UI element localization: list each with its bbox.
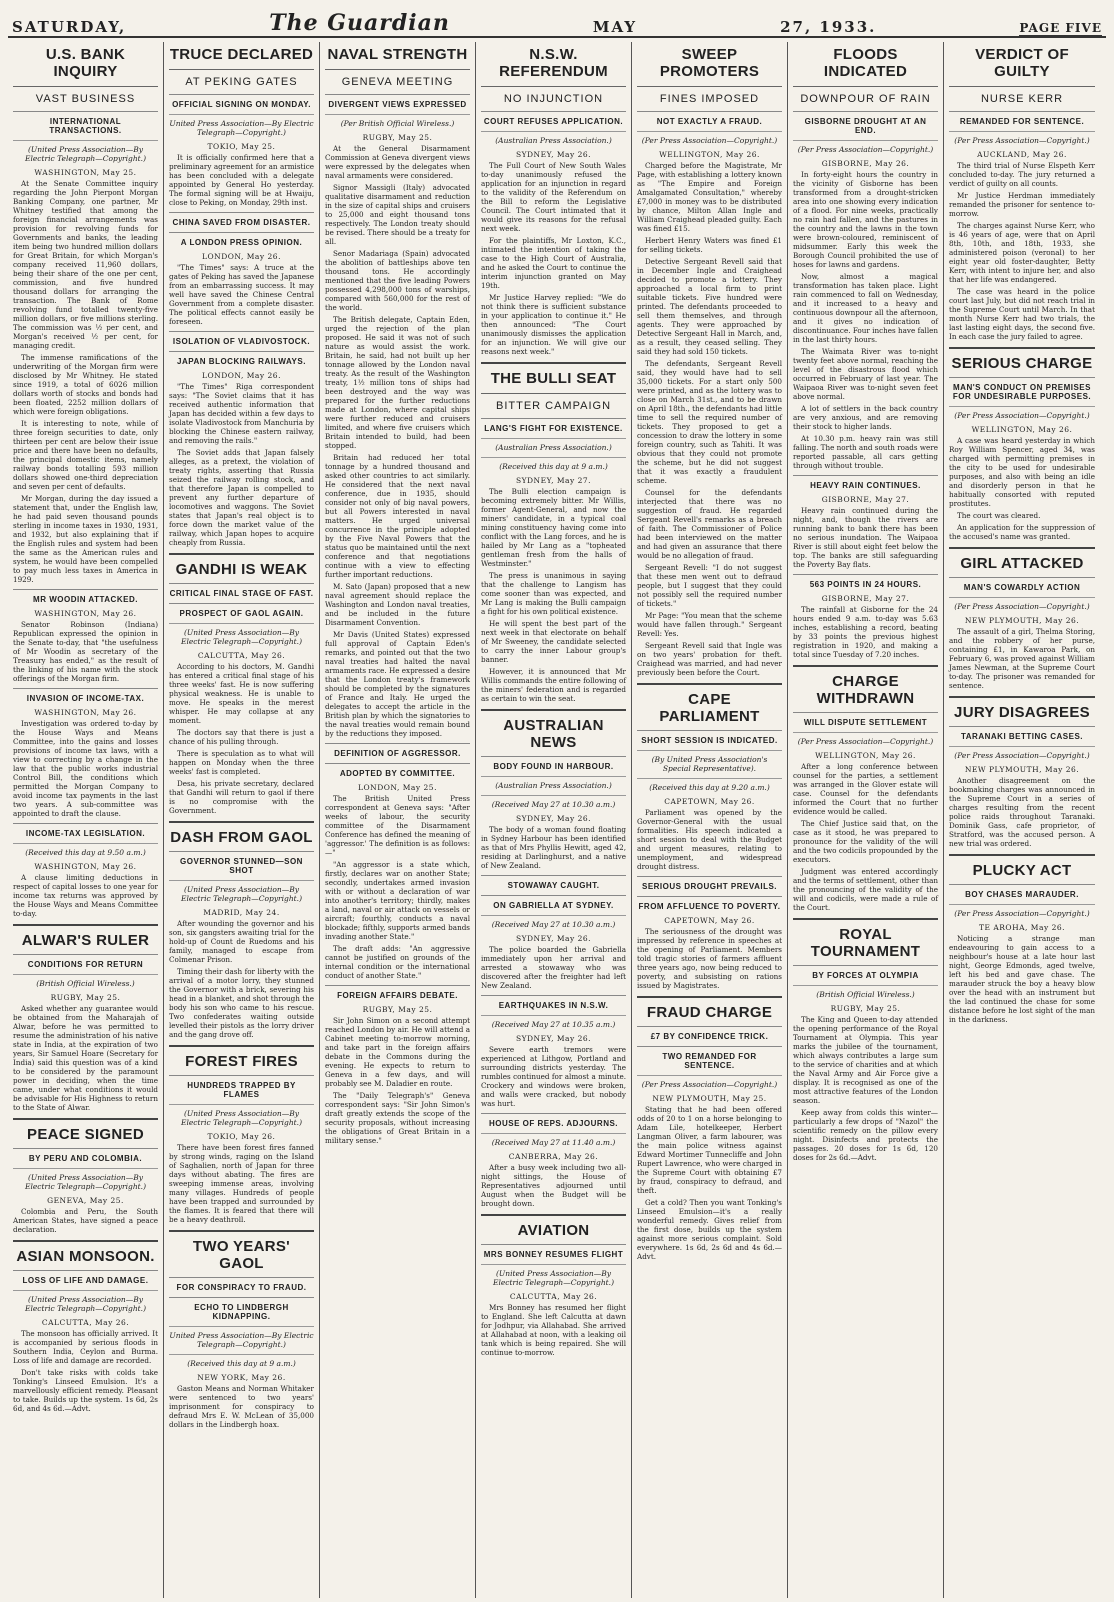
masthead-date: 27, 1933. bbox=[780, 18, 877, 36]
article-source: United Press Association—By Electric Telegraph—Copyright.) bbox=[169, 1326, 314, 1349]
article-paragraph: The press is unanimous in saying that the challenge to Langism has come sooner than was expected, and Mr Lang is making the Bulli campaign a fight for his own political existence. bbox=[481, 571, 626, 616]
column-rule bbox=[13, 1118, 158, 1120]
article-headline: ASIAN MONSOON. bbox=[16, 1248, 155, 1265]
column-rule bbox=[949, 696, 1095, 698]
article-kicker: DIVERGENT VIEWS EXPRESSED bbox=[325, 94, 470, 109]
article-paragraph: Mr Morgan, during the day issued a statement that, under the English law, he had paid seven thousand pounds sterling in income taxes in 1930, 1931, and 1932, but also explaining that if the English rules and system had been the same as the American rules and system, he would have been compelled to pay much less taxes in America in 1929. bbox=[13, 494, 158, 584]
article-headline: VERDICT OF GUILTY bbox=[975, 46, 1069, 80]
article-kicker: HOUSE OF REPS. ADJOURNS. bbox=[481, 1113, 626, 1128]
article-paragraph: The case was heard in the police court last July, but did not reach trial in the Supreme Court until March. In that month Nurse Kerr had two trials, the last lasting eight days, the second five. In each case the jury failed to agree. bbox=[949, 287, 1095, 341]
article-dateline: CALCUTTA, May 26. bbox=[197, 651, 286, 660]
article-paragraph: Mr Page: "You mean that the scheme would have fallen through." Sergeant Revell: Yes. bbox=[637, 611, 782, 638]
article-source: (Received this day at 9 a.m.) bbox=[481, 457, 626, 471]
article-paragraph: Senor Madariaga (Spain) advocated the abolition of battleships above ten thousand tons. He accordingly mentioned that the five leading Powers possessed 4,298,000 tons of warships, compared with 560,000 for the rest of the world. bbox=[325, 249, 470, 312]
article-paragraph: The seriousness of the drought was impressed by reference in speeches at the opening of Parliament. Members told tragic stories of farmers affluent three years ago, now being reduced to poverty, and subsisting on rations issued by Magistrates. bbox=[637, 927, 782, 990]
article-paragraph: Judgment was entered accordingly and the terms of settlement, other than the pronouncing of the validity of the will and codicils, were made a rule of the Court. bbox=[793, 867, 938, 912]
article-paragraph: A clause limiting deductions in respect of capital losses to one year for income tax returns was approved by the House Ways and Means Committee to-day. bbox=[13, 873, 158, 918]
article-dateline: GISBORNE, May 27. bbox=[821, 594, 910, 603]
article-source: (Received May 27 at 11.40 a.m.) bbox=[481, 1133, 626, 1147]
column-rule bbox=[949, 347, 1095, 349]
article-kicker: ECHO TO LINDBERGH KIDNAPPING. bbox=[169, 1297, 314, 1321]
article-headline: CHARGE WITHDRAWN bbox=[816, 673, 915, 707]
article-headline: AUSTRALIAN NEWS bbox=[503, 717, 604, 751]
article-paragraph: At the General Disarmament Commission at Geneva divergent views were expressed by the delegates when naval armaments were considered. bbox=[325, 144, 470, 180]
article-kicker: BOY CHASES MARAUDER. bbox=[949, 884, 1095, 899]
article-paragraph: A case was heard yesterday in which Roy William Spencer, aged 34, was charged with permitting premises in the city to be used for undesirable purposes, and also with being an idle and disorderly person in that he habitually consorted with reputed prostitutes. bbox=[949, 436, 1095, 508]
article-kicker: TWO REMANDED FOR SENTENCE. bbox=[637, 1046, 782, 1070]
article-source: (United Press Association—By Electric Telegraph—Copyright.) bbox=[169, 880, 314, 903]
column-6 bbox=[788, 42, 944, 1598]
article-paragraph: Signor Massigli (Italy) advocated qualitative disarmament and reduction in the size of capital ships and cruisers to 25,000 and eight thousand tons respectively. The London treaty should be revised. There should be a treaty for all. bbox=[325, 183, 470, 246]
article-kicker: ISOLATION OF VLADIVOSTOCK. bbox=[169, 331, 314, 346]
article-kicker: MAN'S COWARDLY ACTION bbox=[949, 577, 1095, 592]
article-kicker: HEAVY RAIN CONTINUES. bbox=[793, 475, 938, 490]
column-rule bbox=[169, 821, 314, 823]
article-paragraph: Herbert Henry Waters was fined £1 for selling tickets. bbox=[637, 236, 782, 254]
column-rule bbox=[481, 709, 626, 711]
column-rule bbox=[637, 683, 782, 685]
article-dateline: GENEVA, May 25. bbox=[47, 1196, 124, 1205]
article-subheading: VAST BUSINESS bbox=[13, 86, 158, 105]
article-headline: JURY DISAGREES bbox=[954, 704, 1090, 721]
article-paragraph: The British delegate, Captain Eden, urged the rejection of the plan proposed. He said it was not of such nature as would assist the work. Britain, he said, had not built up her tonnage allowed by the London naval treaty. As the result of the Washington treaty, 1½ million tons of ships had been destroyed and the way was prepared for the further reductions made at London, where capital ships were further reduced and cruisers limited, and where five cruisers which Britain intended to build, had been stopped. bbox=[325, 315, 470, 450]
article-paragraph: The defendants, Sergeant Revell said, they would have had to sell 35,000 tickets. For a start only 500 were printed, and as the lottery was to close on March 31st., and to be drawn on April 18th., the defendants had little time to sell the required number of tickets. They proposed to get a concession to draw the lottery in some foreign country, such as Tahiti. It was obvious that they could not promote the scheme, but he did not suggest that it was exactly a fraudulent scheme. bbox=[637, 359, 782, 485]
article-paragraph: The police boarded the Gabriella immediately upon her arrival and arrested a stowaway who was discovered after the freighter had left New Zealand. bbox=[481, 945, 626, 990]
columns bbox=[8, 42, 1106, 1598]
article-headline: THE BULLI SEAT bbox=[490, 370, 617, 387]
article-kicker: A LONDON PRESS OPINION. bbox=[169, 232, 314, 247]
article-paragraph: Severe earth tremors were experienced at Lithgow, Portland and surrounding districts yesterday. The rumbles continued for almost a minute. Crockery and windows were broken, and walls were cracked, but nobody was hurt. bbox=[481, 1045, 626, 1108]
column-rule bbox=[949, 854, 1095, 856]
column-rule bbox=[13, 924, 158, 926]
article-headline: FOREST FIRES bbox=[185, 1053, 298, 1070]
article-dateline: SYDNEY, May 26. bbox=[515, 1034, 592, 1043]
article-paragraph: The immense ramifications of the underwriting of the Morgan firm were disclosed by Mr Whitney. He stated since 1919, a total of 6026 million dollars worth of stocks and bonds had been floated, 2252 million dollars of which were foreign obligations. bbox=[13, 353, 158, 416]
article-dateline: WELLINGTON, May 26. bbox=[659, 150, 760, 159]
article-paragraph: The British United Press correspondent at Geneva says: "After weeks of labour, the security committee of the Disarmament Conference has defined the meaning of 'aggressor.' The definition is as follows:—" bbox=[325, 794, 470, 857]
article-kicker: CRITICAL FINAL STAGE OF FAST. bbox=[169, 583, 314, 598]
article-paragraph: Parliament was opened by the Governor-General with the usual formalities. His speech indicated a short session to deal with the Budget and urgent measures, relating to unemployment, and widespread drought distress. bbox=[637, 808, 782, 871]
article-source: (Received this day at 9 a.m.) bbox=[169, 1354, 314, 1368]
article-paragraph: Sergeant Revell: "I do not suggest that these men went out to defraud people, but I suggest that they could not possibly sell the required number of tickets." bbox=[637, 563, 782, 608]
article-kicker: LOSS OF LIFE AND DAMAGE. bbox=[13, 1270, 158, 1285]
article-kicker: REMANDED FOR SENTENCE. bbox=[949, 111, 1095, 126]
article-paragraph: An application for the suppression of the accused's name was granted. bbox=[949, 523, 1095, 541]
article-paragraph: At the Senate Committee inquiry regarding the John Pierpont Morgan Banking Company, one partner, Mr Whitney testified that among the foreign financial arrangements was provision for revolving funds for Governments and banks, the leading item being two hundred million dollars for Great Britain, for which Morgan's company received 11,960 dollars, being their share of the one per cent, commission, and five hundred thousand dollars for arranging the transaction. The Bank of Rome revolving fund totalled twenty-five million dollars, or five millions sterling. The commission was ½ per cent, and Morgan's received ½ per cent, for managing credit. bbox=[13, 179, 158, 350]
article-source: (Received May 27 at 10.30 a.m.) bbox=[481, 915, 626, 929]
article-dateline: LONDON, May 26. bbox=[202, 252, 281, 261]
article-paragraph: The third trial of Nurse Elspeth Kerr concluded to-day. The jury returned a verdict of guilty on all counts. bbox=[949, 161, 1095, 188]
article-dateline: CANBERRA, May 26. bbox=[508, 1152, 599, 1161]
article-source: (Per Press Association—Copyright.) bbox=[949, 746, 1095, 760]
article-dateline: RUGBY, May 25. bbox=[830, 1004, 901, 1013]
article-paragraph: Sergeant Revell said that Ingle was on two years' probation for theft. Craighead was married, and had never previously been before the Court. bbox=[637, 641, 782, 677]
article-paragraph: Get a cold? Then you want Tonking's Linseed Emulsion—it's a really wonderful remedy. Gives relief from the first dose, builds up the system against more serious complaint. Sold everywhere. 1s 6d, 2s 6d and 4s 6d.—Advt. bbox=[637, 1198, 782, 1261]
article-headline: SWEEP PROMOTERS bbox=[659, 46, 760, 80]
article-paragraph: Desa, his private secretary, declared that Gandhi will return to gaol if there is no compromise with the Government. bbox=[169, 779, 314, 815]
article-paragraph: The body of a woman found floating in Sydney Harbour has been identified as that of Mrs Phyllis Hewitt, aged 42, residing at Darlinghurst, and a native of New Zealand. bbox=[481, 825, 626, 870]
column-rule bbox=[169, 553, 314, 555]
article-source: (Per Press Association—Copyright.) bbox=[793, 732, 938, 746]
article-kicker: FROM AFFLUENCE TO POVERTY. bbox=[637, 896, 782, 911]
article-kicker: EARTHQUAKES IN N.S.W. bbox=[481, 995, 626, 1010]
article-source: (Received this day at 9.20 a.m.) bbox=[637, 778, 782, 792]
article-subheading: FINES IMPOSED bbox=[637, 86, 782, 105]
article-dateline: RUGBY, May 25. bbox=[362, 1005, 433, 1014]
article-source: (Australian Press Association.) bbox=[481, 131, 626, 145]
article-kicker: LANG'S FIGHT FOR EXISTENCE. bbox=[481, 418, 626, 433]
article-kicker: MRS BONNEY RESUMES FLIGHT bbox=[481, 1244, 626, 1259]
article-source: (United Press Association—By Electric Telegraph—Copyright.) bbox=[169, 1104, 314, 1127]
article-source: (British Official Wireless.) bbox=[13, 974, 158, 988]
article-paragraph: Mr Justice Harvey replied: "We do not think there is sufficient substance in your application to continue it." He then announced: "The Court unanimously dismisses the application for an injunction. We will give our reasons next week." bbox=[481, 293, 626, 356]
article-dateline: RUGBY, May 25. bbox=[50, 993, 121, 1002]
article-dateline: LONDON, May 26. bbox=[202, 371, 281, 380]
article-source: (Per Press Association—Copyright.) bbox=[637, 1075, 782, 1089]
article-dateline: WELLINGTON, May 26. bbox=[971, 425, 1073, 434]
article-subheading: DOWNPOUR OF RAIN bbox=[793, 86, 938, 105]
article-dateline: WELLINGTON, May 26. bbox=[815, 751, 916, 760]
article-paragraph: According to his doctors, M. Gandhi has entered a critical final stage of his three weeks' fast. He is now suffering physical weakness. He is unable to move. He speaks in the merest whisper. He may collapse at any moment. bbox=[169, 662, 314, 725]
masthead-day: SATURDAY, bbox=[12, 18, 127, 36]
article-paragraph: The monsoon has officially arrived. It is accompanied by serious floods in Southern India, Ceylon and Burma. Loss of life and damage are recorded. bbox=[13, 1329, 158, 1365]
article-paragraph: The draft adds: "An aggressive cannot be justified on grounds of the internal condition or the international conduct of another State." bbox=[325, 944, 470, 980]
column-rule bbox=[13, 1240, 158, 1242]
article-paragraph: Sir John Simon on a second attempt reached London by air. He will attend a Cabinet meeting to-morrow morning, and take part in the foreign affairs debate in the Commons during the evening. He expects to return to Geneva in a few days, and will probably see M. Daladier en route. bbox=[325, 1016, 470, 1088]
article-dateline: NEW PLYMOUTH, May 26. bbox=[964, 616, 1080, 625]
article-dateline: WASHINGTON, May 26. bbox=[34, 609, 137, 618]
article-dateline: SYDNEY, May 26. bbox=[515, 814, 592, 823]
article-paragraph: There is speculation as to what will happen on Monday when the three weeks' fast is completed. bbox=[169, 749, 314, 776]
article-kicker: INCOME-TAX LEGISLATION. bbox=[13, 823, 158, 838]
column-5 bbox=[632, 42, 788, 1598]
article-paragraph: Noticing a strange man endeavouring to gain access to a neighbour's house at a late hour last night, George Edmonds, aged twelve, left his bed and gave chase. The marauder struck the boy a heavy blow over the head with an instrument but the lad continued the chase for some distance before he lost sight of the man in the darkness. bbox=[949, 934, 1095, 1024]
article-source: (Per Press Association—Copyright.) bbox=[793, 140, 938, 154]
article-kicker: ADOPTED BY COMMITTEE. bbox=[325, 763, 470, 778]
article-dateline: TOKIO, May 26. bbox=[207, 1132, 276, 1141]
article-paragraph: He will spent the best part of the next week in that electorate on behalf of Mr Sweeney, the candidate selected to carry the inner Labour group's banner. bbox=[481, 619, 626, 664]
article-dateline: CAPETOWN, May 26. bbox=[664, 797, 755, 806]
article-kicker: 563 POINTS IN 24 HOURS. bbox=[793, 574, 938, 589]
article-kicker: COURT REFUSES APPLICATION. bbox=[481, 111, 626, 126]
column-rule bbox=[481, 1214, 626, 1216]
masthead bbox=[8, 6, 1106, 38]
article-source: (Received May 27 at 10.35 a.m.) bbox=[481, 1015, 626, 1029]
article-subheading: AT PEKING GATES bbox=[169, 69, 314, 88]
article-paragraph: The rainfall at Gisborne for the 24 hours ended 9 a.m. to-day was 5.63 inches, establishing a record, beating by 33 points the previous highest registration in 1920, and making a total since Tuesday of 7.20 inches. bbox=[793, 605, 938, 659]
column-rule bbox=[169, 1045, 314, 1047]
article-headline: NAVAL STRENGTH bbox=[327, 46, 468, 63]
article-headline: ALWAR'S RULER bbox=[21, 932, 150, 949]
article-source: (United Press Association—By Electric Telegraph—Copyright.) bbox=[481, 1264, 626, 1287]
article-headline: GIRL ATTACKED bbox=[960, 555, 1084, 572]
article-headline: AVIATION bbox=[517, 1222, 590, 1239]
article-source: (United Press Association—By Electric Telegraph—Copyright.) bbox=[13, 1168, 158, 1191]
article-paragraph: However, it is announced that Mr Willis commands the entire following of the miners' federation and is regarded as certain to win the seat. bbox=[481, 667, 626, 703]
article-headline: PEACE SIGNED bbox=[27, 1126, 144, 1143]
article-source: (Received May 27 at 10.30 a.m.) bbox=[481, 795, 626, 809]
article-paragraph: After a long conference between counsel for the parties, a settlement was arranged in the Glover estate will case. Counsel for the defendants informed the Court that no further evidence would be called. bbox=[793, 762, 938, 816]
article-paragraph: Mr Davis (United States) expressed full approval of Captain Eden's remarks, and pointed out that the two naval treaties had halted the naval armaments race. He expressed a desire that the London treaty's framework should be completed by the signatures of France and Italy. He urged the delegates to accept the article in the British plan by which the signatories to the naval treaties would remain bound by the reductions they imposed. bbox=[325, 630, 470, 738]
article-source: (United Press Association—By Electric Telegraph—Copyright.) bbox=[169, 623, 314, 646]
article-kicker: PROSPECT OF GAOL AGAIN. bbox=[169, 603, 314, 618]
article-dateline: NEW PLYMOUTH, May 25. bbox=[652, 1094, 767, 1103]
article-paragraph: Mr Justice Herdman immediately remanded the prisoner for sentence to-morrow. bbox=[949, 191, 1095, 218]
article-paragraph: The doctors say that there is just a chance of his pulling through. bbox=[169, 728, 314, 746]
article-paragraph: Asked whether any guarantee would be obtained from the Maharajah of Alwar, before he was permitted to resume the administration of his native state in India, at the expiration of two years, Sir Samuel Hoare (Secretary for India) said this question was of a kind to be considered by the paramount power in deciding, when the time came, under what conditions it would be advisable for His Highness to return to the State of Alwar. bbox=[13, 1004, 158, 1112]
article-paragraph: After a busy week including two all-night sittings, the House of Representatives adjourned until August when the Budget will be brought down. bbox=[481, 1163, 626, 1208]
article-kicker: BODY FOUND IN HARBOUR. bbox=[481, 756, 626, 771]
article-subheading: GENEVA MEETING bbox=[325, 69, 470, 88]
article-paragraph: The King and Queen to-day attended the opening performance of the Royal Tournament at Olympia. This year marks the jubilee of the tournament, which always contributes a large sum to the service of charities and at which the Naval Army and Air Force give a display. It is recognised as one of the most attractive features of the London season. bbox=[793, 1015, 938, 1105]
article-paragraph: There have been forest fires fanned by strong winds, raging on the Island of Saghalien, north of Japan for three days without abating. The fires are sweeping immense areas, involving many villages. Hundreds of people have been trapped and surrounded by the flames. It is feared that there will be a heavy deathroll. bbox=[169, 1143, 314, 1224]
article-source: (British Official Wireless.) bbox=[793, 985, 938, 999]
article-paragraph: The Chief Justice said that, on the case as it stood, he was prepared to pronounce for the validity of the will and the two codicils propounded by the executors. bbox=[793, 819, 938, 864]
article-kicker: OFFICIAL SIGNING ON MONDAY. bbox=[169, 94, 314, 109]
article-dateline: SYDNEY, May 26. bbox=[515, 934, 592, 943]
article-dateline: WASHINGTON, May 26. bbox=[34, 862, 137, 871]
article-kicker: MAN'S CONDUCT ON PREMISES FOR UNDESIRABLE PURPOSES. bbox=[949, 377, 1095, 401]
article-kicker: ON GABRIELLA AT SYDNEY. bbox=[481, 895, 626, 910]
article-kicker: SHORT SESSION IS INDICATED. bbox=[637, 730, 782, 745]
article-paragraph: Another disagreement on the bookmaking charges was announced in the Supreme Court in a series of charges resulting from the recent police raids throughout Taranaki. Dominik Gass, cafe proprietor, of Stratford, was the accused person. A new trial was ordered. bbox=[949, 776, 1095, 848]
article-dateline: NEW YORK, May 26. bbox=[197, 1373, 286, 1382]
article-kicker: TARANAKI BETTING CASES. bbox=[949, 726, 1095, 741]
article-headline: FRAUD CHARGE bbox=[646, 1004, 773, 1021]
article-paragraph: Senator Robinson (Indiana) Republican expressed the opinion in the Senate to-day, that "the usefulness of Mr Woodin as secretary of the Treasury has ended," as the result of the linking of his name with the stock offerings of the Morgan firm. bbox=[13, 620, 158, 683]
column-rule bbox=[169, 1230, 314, 1232]
article-paragraph: At 10.30 p.m. heavy rain was still falling. The north and south roads were reported passable, all cars getting through without trouble. bbox=[793, 434, 938, 470]
article-paragraph: For the plaintiffs, Mr Loxton, K.C., intimated the intention of taking the case to the High Court of Australia, and he asked the Court to continue the interim injunction granted on May 19th. bbox=[481, 236, 626, 290]
column-3 bbox=[320, 42, 476, 1598]
article-kicker: CONDITIONS FOR RETURN bbox=[13, 954, 158, 969]
article-kicker: DEFINITION OF AGGRESSOR. bbox=[325, 743, 470, 758]
article-kicker: MR WOODIN ATTACKED. bbox=[13, 589, 158, 604]
article-paragraph: A lot of settlers in the back country are very anxious, and are removing their stock to higher lands. bbox=[793, 404, 938, 431]
article-headline: N.S.W. REFERENDUM bbox=[499, 46, 608, 80]
article-paragraph: Heavy rain continued during the night, and, though the rivers are running bank to bank there has been no serious inundation. The Waipaoa River is still about eight feet below the top. The banks are still safeguarding the Poverty Bay flats. bbox=[793, 506, 938, 569]
article-paragraph: Investigation was ordered to-day by the House Ways and Means Committee, into the gains and losses provisions of income tax laws, with a view to correcting by a change in the law that the public works industrial Control Bill, the conditions which permitted the Morgan Company to avoid income tax payments in the last two years. A sub-committee was appointed to draft the clause. bbox=[13, 719, 158, 818]
article-paragraph: Colombia and Peru, the South American States, have signed a peace declaration. bbox=[13, 1207, 158, 1234]
article-paragraph: It is interesting to note, while of three foreign securities to date, only thirteen per cent are below their issue price and there have been no defaults, the principal domestic items, namely railway bonds totalling 593 million dollars showed one-third depreciation and seven per cent of defaults. bbox=[13, 419, 158, 491]
article-subheading: NURSE KERR bbox=[949, 86, 1095, 105]
article-kicker: NOT EXACTLY A FRAUD. bbox=[637, 111, 782, 126]
article-source: (Australian Press Association.) bbox=[481, 438, 626, 452]
article-dateline: TE AROHA, May 26. bbox=[979, 923, 1065, 932]
column-7 bbox=[944, 42, 1100, 1598]
article-paragraph: The Bulli election campaign is becoming extremely bitter. Mr Willis, former Agent-General, and now the miners' candidate, in a typical coal mining constituency having come into conflict with the Lang forces, and he is hailed by Mr Lang as a "topheated gentleman fresh from the halls of Westminster." bbox=[481, 487, 626, 568]
article-source: (By United Press Association's Special Representative). bbox=[637, 750, 782, 773]
article-source: United Press Association—By Electric Telegraph—Copyright.) bbox=[169, 114, 314, 137]
article-paragraph: M. Sato (Japan) proposed that a new naval agreement should replace the Washington and London naval treaties, and be included in the future Disarmament Convention. bbox=[325, 582, 470, 627]
article-source: (Received this day at 9.50 a.m.) bbox=[13, 843, 158, 857]
article-dateline: LONDON, May 25. bbox=[358, 783, 437, 792]
article-source: (Australian Press Association.) bbox=[481, 776, 626, 790]
article-kicker: GOVERNOR STUNNED—SON SHOT bbox=[169, 851, 314, 875]
article-kicker: FOR CONSPIRACY TO FRAUD. bbox=[169, 1277, 314, 1292]
article-paragraph: Gaston Means and Norman Whitaker were sentenced to two years' imprisonment for conspiracy to defraud Mrs E. W. McLean of 35,000 dollars in the Lindbergh hoax. bbox=[169, 1384, 314, 1429]
article-headline: DASH FROM GAOL bbox=[170, 829, 313, 846]
article-paragraph: Stating that he had been offered odds of 20 to 1 on a horse belonging to Adam Lile, hotelkeeper, Herbert Langman Oliver, a farm labourer, was the main police witness against Edward Mortimer Tunnecliffe and John Rupert Lawrence, who were charged in the Supreme Court with obtaining £7 by fraud, conspiracy to defraud, and theft. bbox=[637, 1105, 782, 1195]
masthead-month: MAY bbox=[592, 18, 638, 36]
article-subheading: BITTER CAMPAIGN bbox=[481, 393, 626, 412]
article-headline: PLUCKY ACT bbox=[972, 862, 1072, 879]
article-paragraph: The assault of a girl, Thelma Storing, and the robbery of her purse, containing £1, in Kawaroa Park, on February 6, was proved against William James Newman, at the Supreme Court to-day. The prisoner was remanded for sentence. bbox=[949, 627, 1095, 690]
article-paragraph: The Full Court of New South Wales to-day unanimously refused the application for an injunction in regard to the validity of the Referendum on the Bill to reform the Legislative Council. The Court intimated that it would give its reasons for the refusal next week. bbox=[481, 161, 626, 233]
article-dateline: CALCUTTA, May 26. bbox=[41, 1318, 130, 1327]
article-paragraph: In forty-eight hours the country in the vicinity of Gisborne has been transformed from a drought-stricken area into one showing every indication of a flood. For nine weeks, practically no rain had fallen, and the pastures in the country and the lawns in the town were brown-coloured, reminiscent of midsummer. Early this week the Borough Council prohibited the use of hoses for lawns and gardens. bbox=[793, 170, 938, 269]
article-headline: FLOODS INDICATED bbox=[823, 46, 908, 80]
article-kicker: INTERNATIONAL TRANSACTIONS. bbox=[13, 111, 158, 135]
article-kicker: JAPAN BLOCKING RAILWAYS. bbox=[169, 351, 314, 366]
column-rule bbox=[793, 918, 938, 920]
article-dateline: SYDNEY, May 26. bbox=[515, 150, 592, 159]
article-source: (Per Press Association—Copyright.) bbox=[949, 597, 1095, 611]
article-source: (Per Press Association—Copyright.) bbox=[637, 131, 782, 145]
article-paragraph: The Soviet adds that Japan falsely alleges, as a pretext, the violation of treaty rights, asserting that Russia seized the railway rolling stock, and that therefore Japan is compelled to prevent any further departure of locomotives and waggons. The Soviet states that Japan's real object is to force down the market value of the railway, which Japan hopes to acquire cheaply from Russia. bbox=[169, 448, 314, 547]
article-source: (Per Press Association—Copyright.) bbox=[949, 131, 1095, 145]
article-dateline: WASHINGTON, May 25. bbox=[34, 168, 137, 177]
article-paragraph: "The Times" Riga correspondent says: "The Soviet claims that it has received authentic information that Japan has decided within a few days to isolate Vladivostock from Manchuria by blocking the Chinese eastern railway, and removing the rails." bbox=[169, 382, 315, 445]
article-kicker: SERIOUS DROUGHT PREVAILS. bbox=[637, 876, 782, 891]
article-paragraph: Keep away from colds this winter—particularly a few drops of "Nazol" the scientific remedy on the pillow every night. Disinfects and protects the passages. 20 doses for 1s 6d, 120 doses for 2s 6d.—Advt. bbox=[793, 1108, 938, 1162]
article-dateline: GISBORNE, May 27. bbox=[821, 495, 910, 504]
column-rule bbox=[637, 996, 782, 998]
article-dateline: NEW PLYMOUTH, May 26. bbox=[964, 765, 1080, 774]
article-dateline: CAPETOWN, May 26. bbox=[664, 916, 755, 925]
article-paragraph: Don't take risks with colds take Tonking's Linseed Emulsion. It's a marvellously efficient remedy. Pleasant to take. Builds up the system. 1s 6d, 2s 6d, and 4s 6d.—Advt. bbox=[13, 1368, 158, 1413]
article-paragraph: "The Times" says: A truce at the gates of Peking has saved the Japanese from an embarrassing success. It may well have saved the Chinese Central Government from a complete disaster. The political effects cannot easily be foreseen. bbox=[169, 263, 314, 326]
article-dateline: GISBORNE, May 26. bbox=[821, 159, 910, 168]
article-paragraph: The "Daily Telegraph's" Geneva correspondent says: "Sir John Simon's draft greatly extends the scope of the security proposals, without increasing the obligations of Great Britain in a military sense." bbox=[325, 1091, 470, 1145]
article-headline: ROYAL TOURNAMENT bbox=[810, 926, 921, 960]
article-source: (Per Press Association—Copyright.) bbox=[949, 406, 1095, 420]
article-kicker: CHINA SAVED FROM DISASTER. bbox=[169, 212, 314, 227]
article-paragraph: Detective Sergeant Revell said that in December Ingle and Craighead decided to promote a lottery. They approached a local firm to print suitable tickets. Five hundred were printed. The defendants proceeded to sell them themselves, and through agents. They were approached by Detective Sergeant Hall in March, and, as a result, they ceased selling. They said they had sold 150 tickets. bbox=[637, 257, 782, 356]
column-rule bbox=[481, 362, 626, 364]
article-kicker: £7 BY CONFIDENCE TRICK. bbox=[637, 1026, 782, 1041]
article-paragraph: Now, almost a magical transformation has taken place. Light rain commenced to fall on Wednesday, and it increased to a heavy and continuous downpour all the afternoon, and it gives no indication of discontinuance. Four inches have fallen in the last thirty hours. bbox=[793, 272, 938, 344]
column-2 bbox=[164, 42, 320, 1598]
article-paragraph: After wounding the governor and his son, six gangsters awaiting trial for the hold-up of Count de Ruedoms and his family, managed to escape from Colmenar Prison. bbox=[169, 919, 314, 964]
masthead-page-number: PAGE FIVE bbox=[1019, 21, 1102, 35]
masthead-title: The Guardian bbox=[269, 10, 450, 36]
article-source: (Per British Official Wireless.) bbox=[325, 114, 470, 128]
article-paragraph: Timing their dash for liberty with the arrival of a motor lorry, they stunned the Governor with a brick, severing his head in a blanket, and shot through the body his son who came to his rescue. Two confederates waiting outside levelled their pistols as the lorry driver and the gang drove off. bbox=[169, 967, 314, 1039]
article-source: (United Press Association—By Electric Telegraph—Copyright.) bbox=[13, 1290, 158, 1313]
article-dateline: CALCUTTA, May 26. bbox=[509, 1292, 598, 1301]
column-rule bbox=[793, 665, 938, 667]
article-paragraph: The charges against Nurse Kerr, who is 46 years of age, were that on April 8th, 10th, and 18th, 1933, she administered poison (veronal) to her eight year old foster-daughter, Betty Kerr, with intent to injure her, and also that her life was endangered. bbox=[949, 221, 1095, 284]
column-rule bbox=[949, 547, 1095, 549]
article-headline: GANDHI IS WEAK bbox=[175, 561, 308, 578]
article-kicker: GISBORNE DROUGHT AT AN END. bbox=[793, 111, 938, 135]
article-kicker: BY PERU AND COLOMBIA. bbox=[13, 1148, 158, 1163]
article-paragraph: Charged before the Magistrate, Mr Page, with establishing a lottery known as "The Empire and Foreign Amalgamated Consultation," whereby £7,000 in money was to be distributed by chance, Milton Allan Ingle and William Craighead pleaded guilty. Each was fined £15. bbox=[637, 161, 782, 233]
article-paragraph: The court was cleared. bbox=[957, 511, 1041, 520]
article-kicker: HUNDREDS TRAPPED BY FLAMES bbox=[169, 1075, 314, 1099]
article-paragraph: The Waimata River was to-night twenty feet above normal, reaching the level of the disastrous flood which occurred in February of last year. The Waipaoa River was to-night seven feet above normal. bbox=[793, 347, 938, 401]
article-paragraph: "An aggressor is a state which, firstly, declares war on another State; secondly, undertakes armed invasion with or without a declaration of war into another's territory; thirdly, makes a land, naval or air attack on vessels or aircraft; fourthly, conducts a naval blockade; fifthly, supports armed bands invading another State." bbox=[325, 860, 470, 941]
column-1 bbox=[8, 42, 164, 1598]
article-dateline: TOKIO, May 25. bbox=[207, 142, 276, 151]
article-headline: TWO YEARS' GAOL bbox=[192, 1238, 291, 1272]
article-paragraph: It is officially confirmed here that a preliminary agreement for an armistice has been concluded with a delegate appointed by General Ho yesterday. The formal signing will be at Hwaiju, close to Peking, on Monday, 29th inst. bbox=[169, 153, 314, 207]
article-subheading: NO INJUNCTION bbox=[481, 86, 626, 105]
article-paragraph: Counsel for the defendants interjected that there was no suggestion of fraud. He regarded Sergeant Revell's remarks as a breach of faith. The Commissioner of Police had been interviewed on the matter and had given an assurance that there would be no allegation of fraud. bbox=[637, 488, 782, 560]
column-4 bbox=[476, 42, 632, 1598]
article-dateline: AUCKLAND, May 26. bbox=[977, 150, 1067, 159]
article-dateline: SYDNEY, May 27. bbox=[515, 476, 592, 485]
article-headline: U.S. BANK INQUIRY bbox=[45, 46, 126, 80]
article-headline: CAPE PARLIAMENT bbox=[659, 691, 760, 725]
article-paragraph: Britain had reduced her total tonnage by a hundred thousand and asked other countries to act similarly. He considered that the next naval conference, due in 1935, should consider not only of big naval powers, but all Powers interested in naval matters. He urged universal concurrence in the principle adopted by the Five Naval Powers that the status quo be maintained until the next conference and that negotiations continue with a view to effecting further important reductions. bbox=[325, 453, 470, 579]
article-paragraph: Mrs Bonney has resumed her flight to England. She left Calcutta at dawn for Jodhpur, via Allahabad. She arrived at Allahabad at noon, with a leaking oil tank which is being repaired. She will continue to-morrow. bbox=[481, 1303, 626, 1357]
article-dateline: WASHINGTON, May 26. bbox=[34, 708, 137, 717]
article-kicker: INVASION OF INCOME-TAX. bbox=[13, 688, 158, 703]
article-dateline: MADRID, May 24. bbox=[203, 908, 280, 917]
article-headline: TRUCE DECLARED bbox=[169, 46, 314, 63]
article-headline: SERIOUS CHARGE bbox=[951, 355, 1093, 372]
article-source: (Per Press Association—Copyright.) bbox=[949, 904, 1095, 918]
article-kicker: BY FORCES AT OLYMPIA bbox=[793, 965, 938, 980]
article-kicker: FOREIGN AFFAIRS DEBATE. bbox=[325, 985, 470, 1000]
article-dateline: RUGBY, May 25. bbox=[362, 133, 433, 142]
article-kicker: WILL DISPUTE SETTLEMENT bbox=[793, 712, 938, 727]
article-kicker: STOWAWAY CAUGHT. bbox=[481, 875, 626, 890]
article-source: (United Press Association—By Electric Telegraph—Copyright.) bbox=[13, 140, 158, 163]
